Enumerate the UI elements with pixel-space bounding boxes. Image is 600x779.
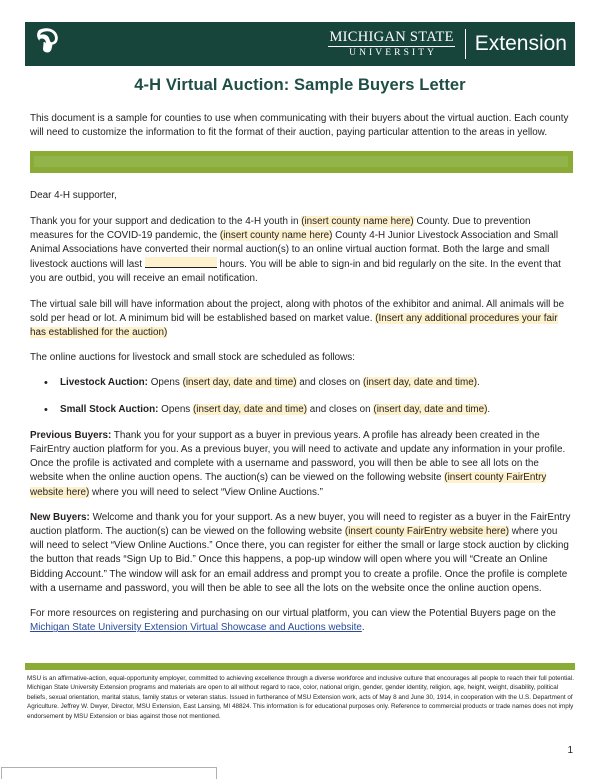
new-buyers-text-a: Welcome and thank you for your support. As a new buyer, you will need to register as a buyer in the FairEntry auction platform. The auction(s) can be viewed on the following website (30, 511, 571, 538)
highlight-county-name-2: (insert county name here) (219, 229, 333, 241)
wordmark-divider (465, 29, 466, 59)
spartan-helmet-icon (32, 27, 62, 61)
footer-green-rule (25, 663, 575, 670)
highlight-livestock-open-time: (insert day, date and time) (182, 377, 297, 389)
small-stock-opens-text: Opens (158, 403, 193, 415)
document-body (30, 112, 573, 646)
intro-paragraph: This document is a sample for counties to use when communicating with their buyers about the virtual auction. Each county will need to customize the information to fit the format of their auction, paying particular attention to the areas in yellow. (30, 113, 569, 139)
salutation: Dear 4-H supporter, (30, 190, 117, 202)
msu-lockup (328, 30, 454, 59)
highlight-livestock-close-time: (insert day, date and time) (363, 377, 477, 389)
p2-text-a: The virtual sale bill will have information about the project, along with photos of the exhibitor and animal. All animals will be sold per head or lot. A minimum bid will be established based on market value. (30, 298, 565, 324)
highlight-small-stock-open-time: (insert day, date and time) (193, 403, 307, 415)
new-buyers-label: New Buyers: (30, 511, 90, 523)
footer-disclaimer: MSU is an affirmative-action, equal-opportunity employer, committed to achieving excellence through a diverse workforce and inclusive culture that encourages all people to reach their full potential. Michigan State University Extension programs and materials are open to all without regard to race, color, national origin, gender, gender identity, religion, age, height, weight, disability, political beliefs, sexual orientation, marital status, family status or veteran status. Issued in furtherance of MSU Extension work, acts of May 8 and June 30, 1914, in cooperation with the U.S. Department of Agriculture. Jeffrey W. Dwyer, Director, MSU Extension, East Lansing, MI 48824. This information is for educational purposes only. Reference to commercial products or trade names does not imply endorsement by MSU Extension or bias against those not mentioned. (27, 675, 574, 720)
paragraph-previous-buyers (30, 429, 573, 500)
university-name-line2: UNIVERSITY (349, 47, 438, 58)
msu-extension-wordmark (328, 27, 567, 61)
list-item-small-stock-auction (60, 403, 573, 417)
small-stock-auction-label: Small Stock Auction: (60, 403, 159, 415)
p1-text-a: Thank you for your support and dedication to the 4-H youth in (30, 215, 302, 227)
small-stock-end-punct: . (487, 403, 491, 415)
paragraph-sale-bill (30, 298, 573, 341)
highlight-additional-procedures: (Insert any additional procedures your fair has established for the auction) (30, 312, 558, 339)
auction-schedule-list (30, 376, 573, 416)
university-name-line1: MICHIGAN STATE (329, 28, 454, 45)
new-buyers-text-b: where you will need to select “View Online Auctions.” Once there, you can register for either the small or large stock auction by clicking the button that reads “Sign Up to Bid.” Once this happens, a pop-up window will open where you will “Create an Online Bidding Account.” The window will ask for an email address and prompt you to create a profile. Once the profile is complete with a username and password, you will then be able to see all the lots on the website once the online auction opens. (30, 526, 569, 594)
extension-unit-label: Extension (474, 32, 567, 55)
msu-extension-header (25, 22, 575, 66)
list-item-livestock-auction (60, 376, 573, 390)
previous-buyers-text-a: Thank you for your support as a buyer in previous years. A profile has already been created in the FairEntry auction platform for you. As a previous buyer, you will need to activate and update any information in your profile. Once the profile is activated and complete with a username and password, you will then be able to see all lots on the website when the online auction opens. The auction(s) can be viewed on the following website (30, 429, 566, 484)
highlight-fairentry-website-1: (insert county FairEntry website here) (30, 472, 547, 498)
paragraph-new-buyers (30, 511, 573, 596)
p1-text-b: County. Due to prevention measures for the COVID-19 pandemic, the (30, 215, 531, 241)
highlight-fairentry-website-2: (insert county FairEntry website here) (344, 526, 510, 538)
wordmark-rule (328, 46, 454, 47)
green-divider-bar (30, 151, 573, 173)
livestock-auction-label: Livestock Auction: (60, 377, 148, 389)
page-title: 4-H Virtual Auction: Sample Buyers Letter (134, 76, 466, 94)
page-number: 1 (567, 745, 573, 756)
highlight-county-name-1: (insert county name here) (301, 215, 414, 227)
previous-buyers-label: Previous Buyers: (30, 429, 112, 441)
previous-buyers-text-b: where you will need to select “View Online Auctions.” (89, 486, 323, 498)
p1-text-d: hours. You will be able to sign-in and bid regularly on the site. In the event that you are outbid, you will receive an email notification. (30, 259, 561, 285)
more-resources-text-b: . (361, 622, 365, 634)
more-resources-text-a: For more resources on registering and purchasing on our virtual platform, you can view the Potential Buyers page on the (30, 608, 556, 620)
highlight-small-stock-close-time: (insert day, date and time) (373, 403, 488, 415)
p1-text-c: County 4-H Junior Livestock Association and Small Animal Associations have converted their normal auction(s) to an online virtual auction format. Both the large and small livestock auctions will last (30, 229, 559, 271)
paragraph-auction-format (30, 215, 573, 287)
livestock-end-punct: . (476, 377, 480, 389)
small-stock-closes-text: and closes on (306, 403, 374, 415)
paragraph-more-resources (30, 607, 573, 635)
livestock-closes-text: and closes on (296, 377, 363, 389)
paragraph-schedule-lead: The online auctions for livestock and small stock are scheduled as follows: (30, 352, 355, 364)
highlight-blank-hours (145, 257, 217, 268)
next-page-edge (1, 767, 217, 779)
msu-virtual-showcase-link[interactable]: Michigan State University Extension Virtual Showcase and Auctions website (30, 622, 362, 634)
livestock-opens-text: Opens (147, 377, 183, 389)
